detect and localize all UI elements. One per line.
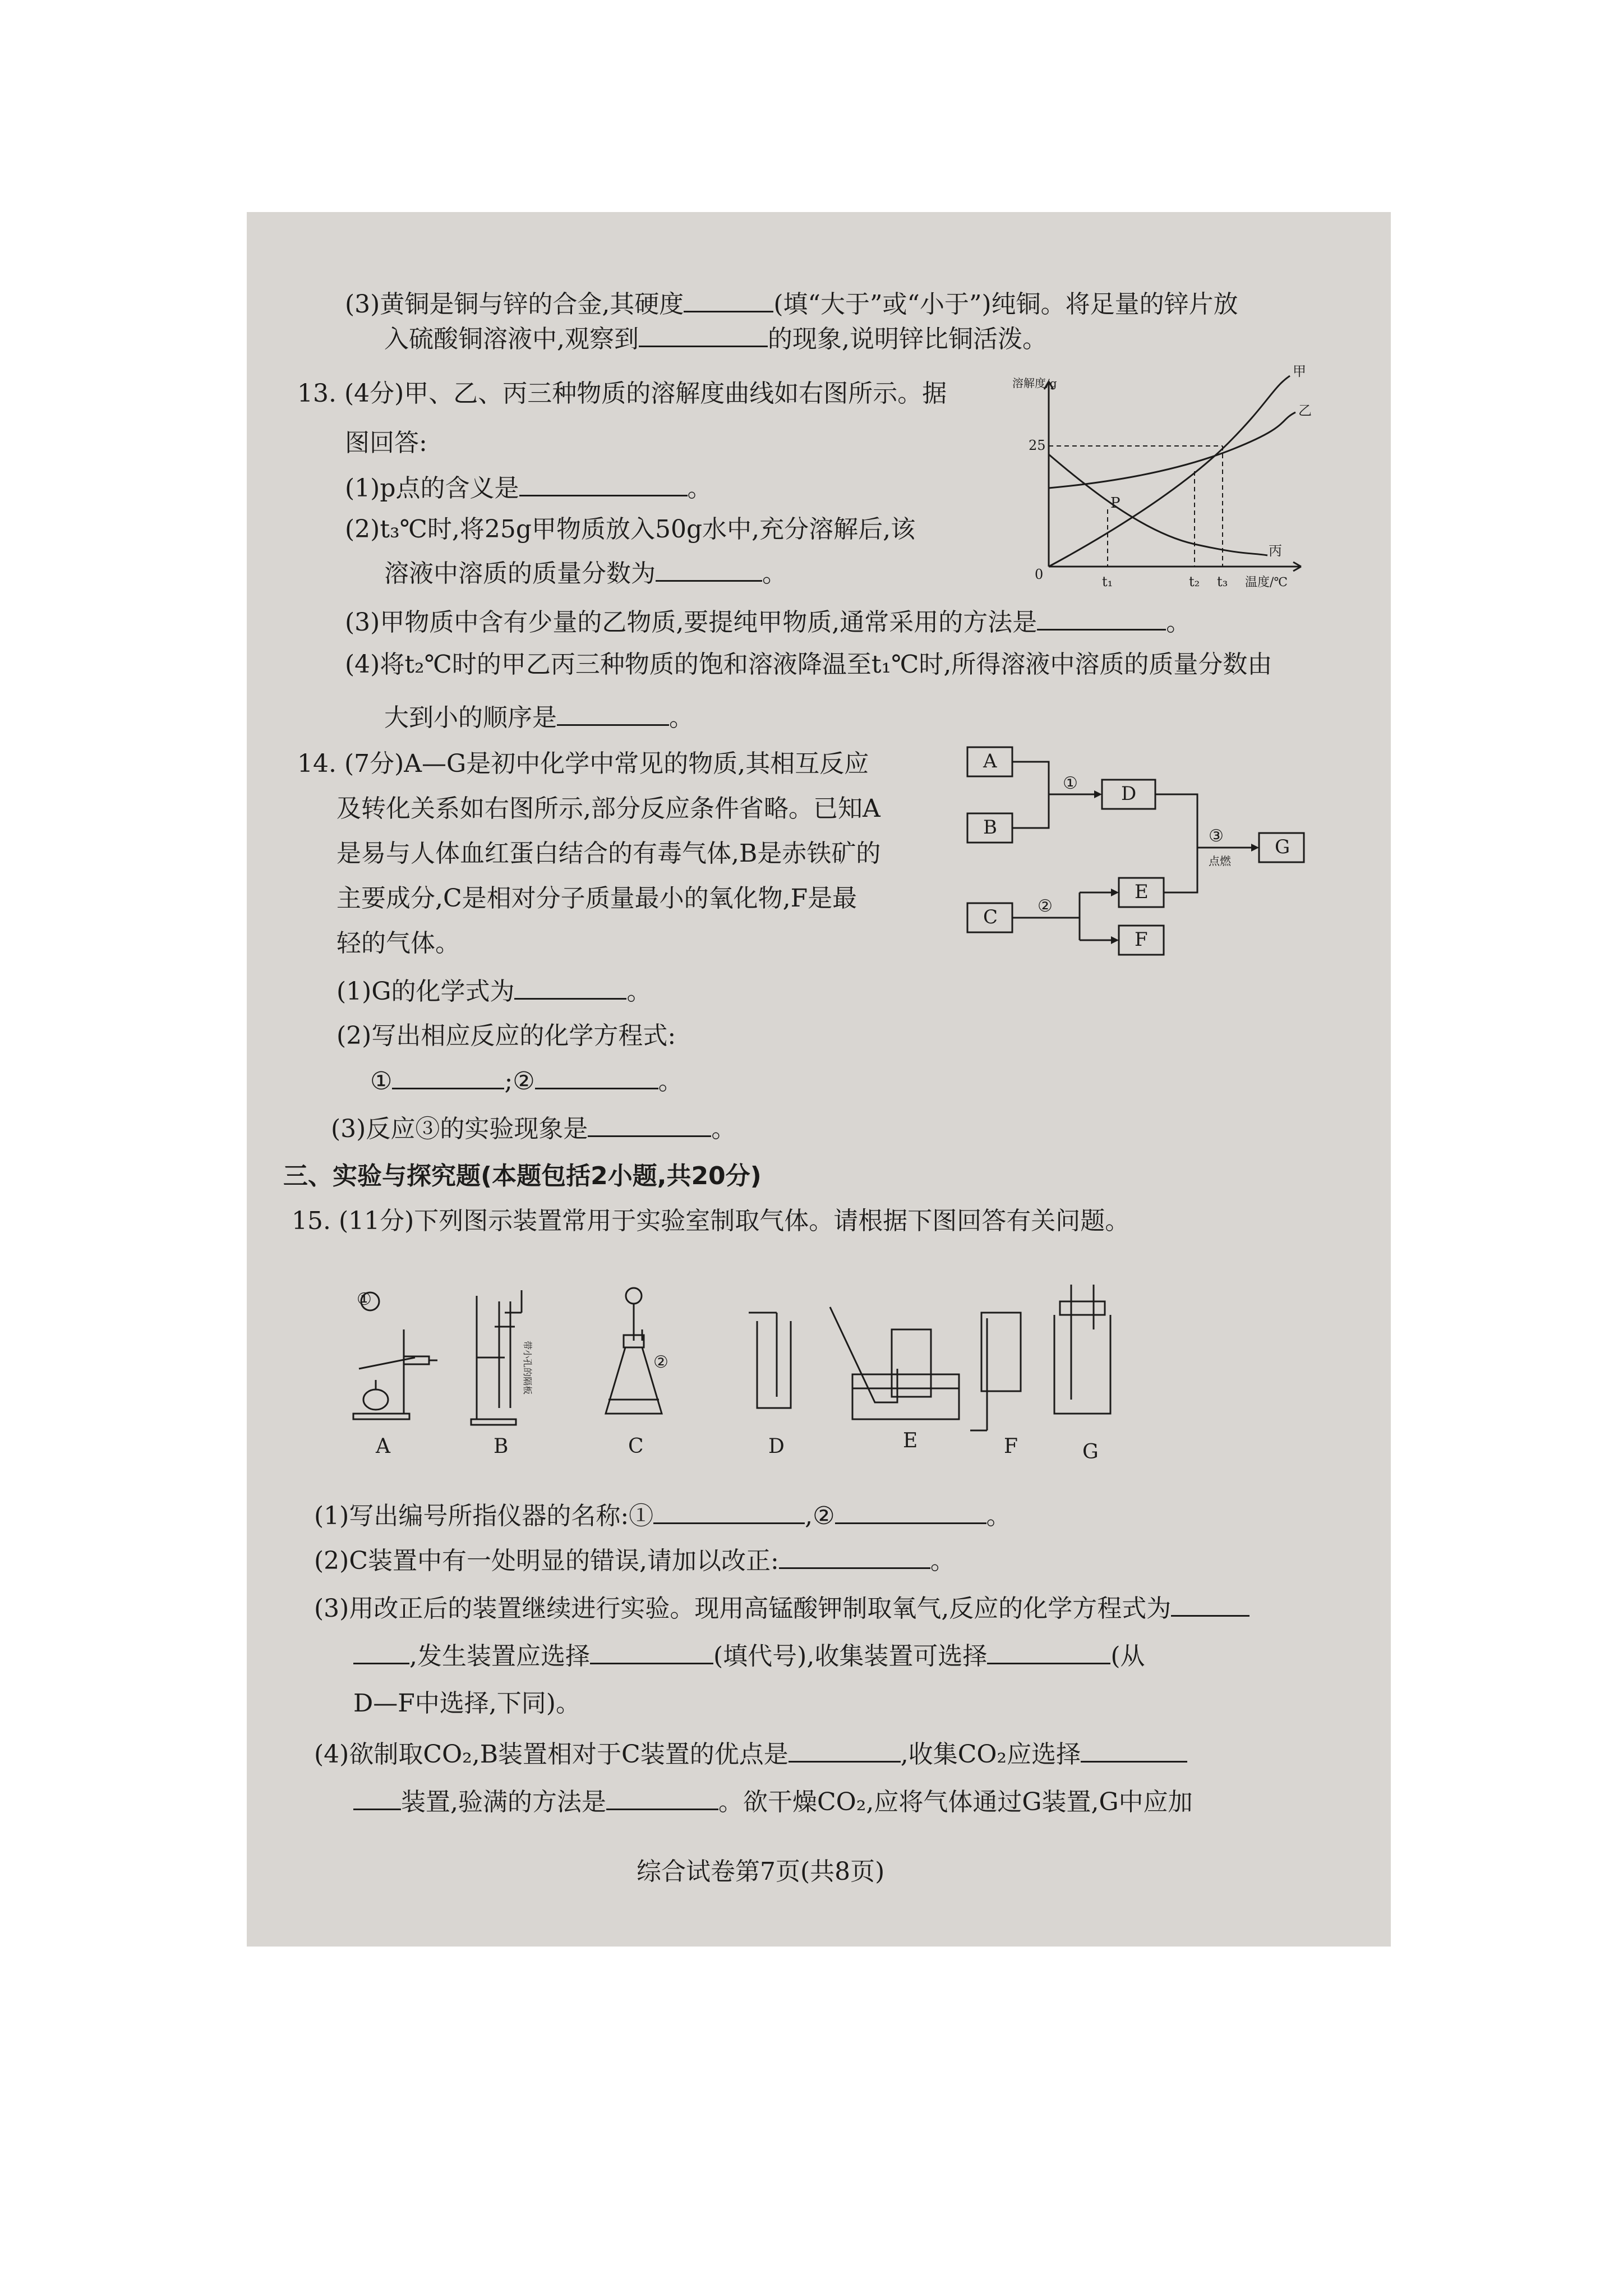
graph-label-jia: 甲 xyxy=(1293,364,1306,379)
graph-xlabel: 温度/℃ xyxy=(1245,576,1288,590)
q13-4-line1: (4)将t₂℃时的甲乙丙三种物质的饱和溶液降温至t₁℃时,所得溶液中溶质的质量分数由 xyxy=(345,650,1272,679)
apparatus-label-C: C xyxy=(628,1435,644,1458)
apparatus-E xyxy=(830,1307,959,1419)
q13-2-line1: (2)t₃℃时,将25g甲物质放入50g水中,充分溶解后,该 xyxy=(345,515,916,544)
page-footer: 综合试卷第7页(共8页) xyxy=(637,1857,885,1886)
q14-stem-line2: 及转化关系如右图所示,部分反应条件省略。已知A xyxy=(336,794,880,823)
answer-blank[interactable] xyxy=(684,292,773,312)
q15-4-line2: 装置,验满的方法是 。欲干燥CO₂,应将气体通过G装置,G中应加 xyxy=(353,1789,1193,1815)
answer-blank[interactable] xyxy=(779,1548,930,1569)
answer-blank[interactable] xyxy=(1081,1742,1187,1763)
apparatus-label-D: D xyxy=(768,1435,785,1458)
q14-1: (1)G的化学式为 。 xyxy=(336,977,652,1006)
graph-origin: 0 xyxy=(1035,567,1044,582)
graph-t2: t₂ xyxy=(1189,574,1200,590)
label-A: A xyxy=(983,750,997,772)
q13-stem-line2: 图回答: xyxy=(345,429,427,457)
answer-blank[interactable] xyxy=(588,1116,711,1137)
q15-1: (1)写出编号所指仪器的名称:① ,② 。 xyxy=(314,1502,1011,1530)
answer-blank[interactable] xyxy=(1037,610,1166,631)
label-E: E xyxy=(1135,881,1149,903)
q13-stem-line1: 13. (4分)甲、乙、丙三种物质的溶解度曲线如右图所示。据 xyxy=(297,379,947,408)
answer-blank[interactable] xyxy=(656,561,762,582)
answer-blank[interactable] xyxy=(392,1069,504,1089)
lab-apparatus xyxy=(336,1279,1290,1464)
label-G: G xyxy=(1275,836,1290,858)
answer-blank[interactable] xyxy=(987,1644,1110,1664)
apparatus-F xyxy=(970,1313,1021,1430)
apparatus-D xyxy=(749,1313,791,1408)
bing-curve xyxy=(1049,454,1267,555)
q15-3-line1: (3)用改正后的装置继续进行实验。现用高锰酸钾制取氧气,反应的化学方程式为 xyxy=(314,1596,1249,1621)
reaction-2-mark: ② xyxy=(1038,896,1053,916)
reaction-3-condition: 点燃 xyxy=(1209,854,1231,868)
graph-point-p: P xyxy=(1110,495,1121,512)
graph-label-bing: 丙 xyxy=(1269,543,1282,559)
q14-stem-line3: 是易与人体血红蛋白结合的有毒气体,B是赤铁矿的 xyxy=(336,839,881,868)
q14-stem-line1: 14. (7分)A—G是初中化学中常见的物质,其相互反应 xyxy=(297,749,869,778)
apparatus-label-A: A xyxy=(376,1435,390,1458)
graph-t1: t₁ xyxy=(1102,574,1113,590)
solubility-graph xyxy=(1009,359,1324,600)
answer-blank[interactable] xyxy=(653,1503,805,1524)
q15-3-line3: D—F中选择,下同)。 xyxy=(353,1689,580,1718)
graph-y-25: 25 xyxy=(1029,438,1046,453)
answer-blank[interactable] xyxy=(535,1069,658,1089)
apparatus-label-B: B xyxy=(494,1435,509,1458)
answer-blank[interactable] xyxy=(557,705,669,726)
graph-label-yi: 乙 xyxy=(1298,403,1312,418)
answer-blank[interactable] xyxy=(789,1742,901,1763)
answer-blank[interactable] xyxy=(519,476,688,496)
label-D: D xyxy=(1121,783,1137,805)
apparatus-mark-2: ② xyxy=(653,1352,668,1372)
apparatus-A xyxy=(353,1292,437,1419)
answer-blank[interactable] xyxy=(590,1644,713,1664)
graph-ylabel: 溶解度/g xyxy=(1012,376,1057,390)
answer-blank[interactable] xyxy=(639,326,768,347)
section-3-heading: 三、实验与探究题(本题包括2小题,共20分) xyxy=(283,1162,762,1190)
q13-1: (1)p点的含义是 。 xyxy=(345,474,712,503)
label-C: C xyxy=(983,906,998,928)
apparatus-B xyxy=(471,1290,522,1425)
label-F: F xyxy=(1135,928,1148,951)
reaction-flowchart xyxy=(962,740,1332,976)
answer-blank[interactable] xyxy=(353,1789,401,1810)
answer-blank[interactable] xyxy=(353,1644,409,1664)
jia-curve xyxy=(1049,376,1290,567)
apparatus-C xyxy=(606,1288,662,1414)
apparatus-label-F: F xyxy=(1004,1435,1018,1458)
answer-blank[interactable] xyxy=(606,1789,718,1810)
graph-t3: t₃ xyxy=(1217,574,1228,590)
apparatus-G xyxy=(1054,1285,1110,1414)
q15-3-line2: ,发生装置应选择 (填代号),收集装置可选择 (从 xyxy=(353,1644,1145,1669)
q15-stem: 15. (11分)下列图示装置常用于实验室制取气体。请根据下图回答有关问题。 xyxy=(292,1207,1130,1235)
apparatus-label-G: G xyxy=(1082,1441,1099,1464)
label-B: B xyxy=(983,816,997,839)
q14-2: (2)写出相应反应的化学方程式: xyxy=(336,1022,676,1050)
q13-3: (3)甲物质中含有少量的乙物质,要提纯甲物质,通常采用的方法是 。 xyxy=(345,608,1191,637)
answer-blank[interactable] xyxy=(1171,1596,1249,1617)
q13-4-line2: 大到小的顺序是 。 xyxy=(384,703,694,732)
yi-curve xyxy=(1049,412,1295,488)
q15-2: (2)C装置中有一处明显的错误,请加以改正: 。 xyxy=(314,1547,955,1575)
q12-3-line1: (3)黄铜是铜与锌的合金,其硬度 (填“大于”或“小于”)纯铜。将足量的锌片放 xyxy=(345,290,1238,319)
q15-4-line1: (4)欲制取CO₂,B装置相对于C装置的优点是 ,收集CO₂应选择 xyxy=(314,1742,1187,1767)
q13-2-line2: 溶液中溶质的质量分数为 。 xyxy=(384,559,787,588)
apparatus-plate-note: 带小孔的隔板 xyxy=(522,1341,533,1395)
reaction-1-mark: ① xyxy=(1063,774,1078,793)
q12-3-line2: 入硫酸铜溶液中,观察到 的现象,说明锌比铜活泼。 xyxy=(384,325,1047,353)
q14-3: (3)反应③的实验现象是 。 xyxy=(331,1115,736,1143)
apparatus-label-E: E xyxy=(903,1429,918,1452)
apparatus-mark-1: ① xyxy=(357,1290,372,1309)
q14-2-equations: ① ;② 。 xyxy=(370,1067,683,1096)
answer-blank[interactable] xyxy=(514,979,626,1000)
q14-stem-line5: 轻的气体。 xyxy=(336,929,460,958)
reaction-3-mark: ③ xyxy=(1209,826,1224,846)
q14-stem-line4: 主要成分,C是相对分子质量最小的氧化物,F是最 xyxy=(336,884,857,913)
answer-blank[interactable] xyxy=(835,1503,986,1524)
